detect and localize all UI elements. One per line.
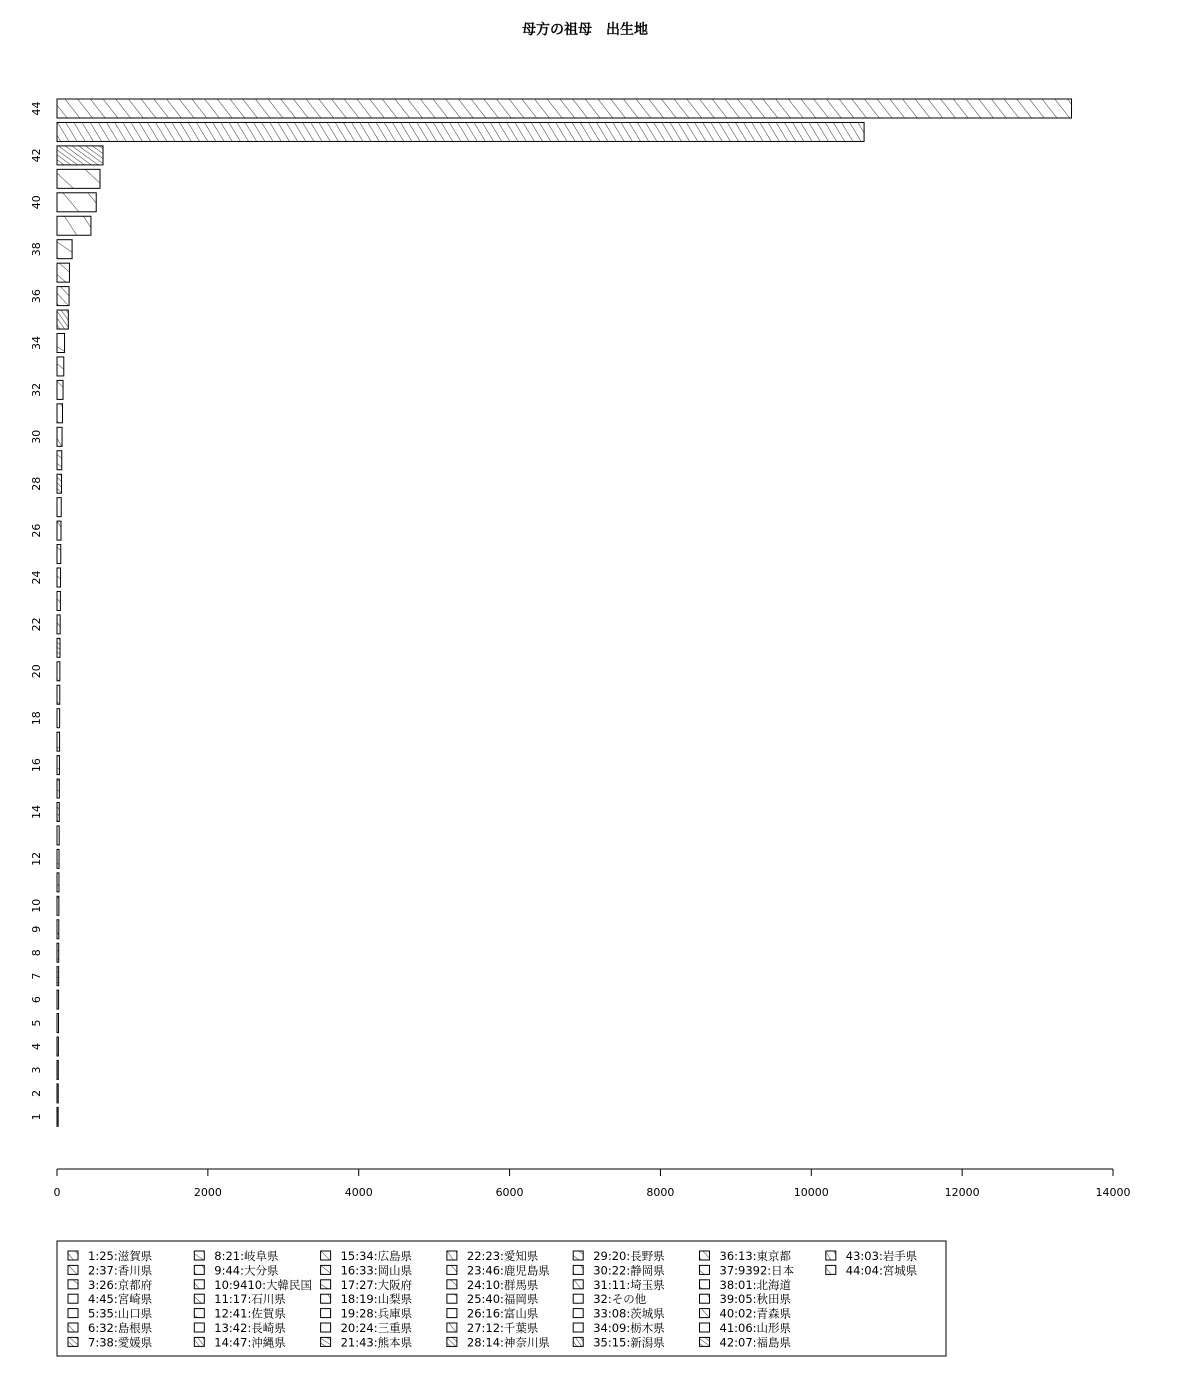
legend-swatch [573,1251,583,1260]
bar-18 [57,709,60,728]
bar-22 [57,615,60,634]
legend-swatch [194,1265,204,1274]
bar-20 [57,662,60,681]
bar-17 [57,732,60,751]
bar-40 [57,193,96,212]
bar-15 [57,779,59,798]
y-tick-label: 32 [30,382,43,397]
x-tick-label: 8000 [646,1186,675,1199]
y-tick-label: 20 [30,664,43,679]
bar-28 [57,474,62,493]
legend-swatch [321,1251,331,1260]
y-tick-label: 40 [30,195,43,210]
bar-7 [57,967,59,986]
legend-swatch [194,1294,204,1303]
legend-label: 23:46:鹿児島県 [466,1263,550,1278]
bar-12 [57,849,59,868]
bar-3 [57,1060,58,1079]
y-tick-label: 8 [30,949,43,957]
bars-group [57,99,1072,1126]
legend-swatch [321,1265,331,1274]
bar-1 [57,1107,58,1126]
legend-label: 10:9410:大韓民国 [214,1277,312,1292]
bar-35 [57,310,68,329]
legend-swatch [573,1265,583,1274]
legend-label: 2:37:香川県 [88,1263,153,1278]
legend-label: 25:40:福岡県 [466,1292,539,1307]
legend-swatch [68,1337,78,1346]
legend-label: 24:10:群馬県 [466,1277,539,1292]
legend-label: 4:45:宮崎県 [88,1292,153,1307]
y-axis [30,102,43,1121]
legend-label: 21:43:熊本県 [340,1335,413,1350]
legend-swatch [447,1265,457,1274]
legend-label: 26:16:富山県 [466,1306,539,1321]
bar-32 [57,380,63,399]
legend-swatch [68,1265,78,1274]
bar-41 [57,169,100,188]
bar-11 [57,873,59,892]
legend-swatch [194,1280,204,1289]
legend-swatch [826,1265,836,1274]
legend-label: 35:15:新潟県 [593,1335,665,1350]
y-tick-label: 42 [30,148,43,163]
legend-label: 9:44:大分県 [214,1263,279,1278]
legend-label: 44:04:宮城県 [845,1263,918,1278]
bar-16 [57,756,59,775]
legend-swatch [321,1294,331,1303]
y-tick-label: 18 [30,711,43,726]
legend-label: 37:9392:日本 [719,1263,795,1278]
bar-27 [57,498,61,517]
x-tick-label: 10000 [793,1186,829,1199]
legend-swatch [826,1251,836,1260]
legend-swatch [194,1323,204,1332]
bar-36 [57,287,69,306]
y-tick-label: 22 [30,617,43,632]
legend-label: 40:02:青森県 [719,1306,792,1321]
bar-21 [57,638,60,657]
y-tick-label: 3 [30,1066,43,1074]
x-tick-label: 14000 [1095,1186,1131,1199]
legend-swatch [573,1309,583,1318]
legend-swatch [447,1251,457,1260]
legend-swatch [700,1323,710,1332]
legend [57,1241,946,1356]
legend-swatch [321,1323,331,1332]
bar-38 [57,240,72,259]
y-tick-label: 24 [30,570,43,585]
bar-34 [57,334,65,353]
x-tick-label: 2000 [193,1186,222,1199]
legend-label: 15:34:広島県 [340,1249,413,1263]
y-tick-label: 28 [30,476,43,491]
legend-label: 28:14:神奈川県 [466,1335,550,1350]
bar-30 [57,427,62,446]
legend-label: 5:35:山口県 [88,1306,153,1321]
legend-label: 8:21:岐阜県 [214,1249,279,1263]
y-tick-label: 36 [30,289,43,304]
legend-label: 19:28:兵庫県 [340,1306,413,1321]
bar-8 [57,943,59,962]
legend-swatch [68,1309,78,1318]
legend-swatch [68,1294,78,1303]
legend-label: 39:05:秋田県 [719,1292,792,1307]
bar-25 [57,545,61,564]
legend-label: 41:06:山形県 [719,1321,792,1335]
y-tick-label: 5 [30,1019,44,1027]
x-tick-label: 6000 [495,1186,524,1199]
y-tick-label: 10 [30,898,43,913]
legend-label: 31:11:埼玉県 [593,1277,665,1292]
bar-39 [57,216,91,235]
legend-label: 7:38:愛媛県 [88,1335,153,1350]
bar-14 [57,803,59,822]
legend-swatch [573,1280,583,1289]
bar-6 [57,990,59,1009]
legend-label: 34:09:栃木県 [593,1321,665,1335]
y-tick-label: 44 [30,101,43,116]
legend-swatch [700,1265,710,1274]
legend-swatch [447,1280,457,1289]
bar-33 [57,357,64,376]
legend-swatch [700,1280,710,1289]
legend-swatch [447,1294,457,1303]
bar-9 [57,920,59,939]
legend-label: 27:12:千葉県 [466,1321,539,1335]
x-axis [54,1169,1131,1199]
legend-swatch [700,1294,710,1303]
bar-10 [57,896,59,915]
bar-24 [57,568,61,587]
legend-swatch [68,1280,78,1289]
legend-label: 36:13:東京都 [719,1249,792,1263]
bar-19 [57,685,60,704]
bar-5 [57,1014,59,1033]
legend-swatch [447,1309,457,1318]
legend-label: 16:33:岡山県 [340,1263,413,1278]
legend-label: 30:22:静岡県 [593,1263,665,1278]
y-tick-label: 2 [30,1089,43,1097]
x-tick-label: 12000 [944,1186,980,1199]
y-tick-label: 16 [30,758,43,773]
legend-label: 38:01:北海道 [719,1277,792,1292]
legend-label: 32:その他 [593,1292,647,1307]
legend-label: 11:17:石川県 [214,1292,286,1307]
legend-label: 6:32:島根県 [88,1321,153,1335]
legend-label: 20:24:三重県 [340,1321,413,1335]
legend-swatch [194,1337,204,1346]
y-tick-label: 1 [30,1113,43,1121]
legend-swatch [321,1280,331,1289]
x-tick-label: 4000 [344,1186,373,1199]
legend-swatch [700,1309,710,1318]
legend-swatch [194,1251,204,1260]
legend-swatch [573,1337,583,1346]
legend-label: 1:25:滋賀県 [88,1249,153,1263]
bar-2 [57,1084,58,1103]
legend-swatch [700,1251,710,1260]
x-tick-label: 0 [53,1186,61,1199]
y-tick-label: 38 [30,242,43,257]
legend-label: 18:19:山梨県 [340,1292,413,1307]
bar-31 [57,404,63,423]
legend-swatch [447,1323,457,1332]
y-tick-label: 12 [30,851,43,866]
bar-23 [57,591,60,610]
legend-swatch [447,1337,457,1346]
y-tick-label: 9 [30,925,43,933]
bar-44 [57,99,1072,118]
legend-label: 14:47:沖縄県 [214,1335,286,1350]
legend-label: 13:42:長崎県 [214,1321,286,1335]
legend-label: 42:07:福島県 [719,1335,792,1350]
legend-swatch [194,1309,204,1318]
y-tick-label: 7 [30,972,43,980]
legend-swatch [68,1251,78,1260]
legend-label: 29:20:長野県 [593,1249,665,1263]
legend-label: 17:27:大阪府 [340,1277,413,1292]
bar-29 [57,451,62,470]
y-tick-label: 30 [30,429,43,444]
y-tick-label: 34 [30,336,43,350]
bar-43 [57,122,864,141]
legend-label: 22:23:愛知県 [466,1249,539,1263]
y-tick-label: 14 [30,805,43,819]
legend-swatch [573,1294,583,1303]
legend-swatch [700,1337,710,1346]
legend-swatch [321,1309,331,1318]
bar-37 [57,263,69,282]
legend-swatch [321,1337,331,1346]
legend-label: 3:26:京都府 [88,1277,153,1292]
legend-label: 33:08:茨城県 [593,1306,665,1321]
y-tick-label: 26 [30,523,43,538]
legend-swatch [68,1323,78,1332]
legend-label: 12:41:佐賀県 [214,1306,286,1321]
bar-26 [57,521,61,540]
y-tick-label: 4 [30,1043,43,1050]
y-tick-label: 6 [30,996,43,1004]
bar-4 [57,1037,58,1056]
legend-swatch [573,1323,583,1332]
chart-title: 母方の祖母 出生地 [522,22,648,38]
legend-label: 43:03:岩手県 [845,1249,918,1263]
bar-42 [57,146,103,165]
bar-13 [57,826,59,845]
